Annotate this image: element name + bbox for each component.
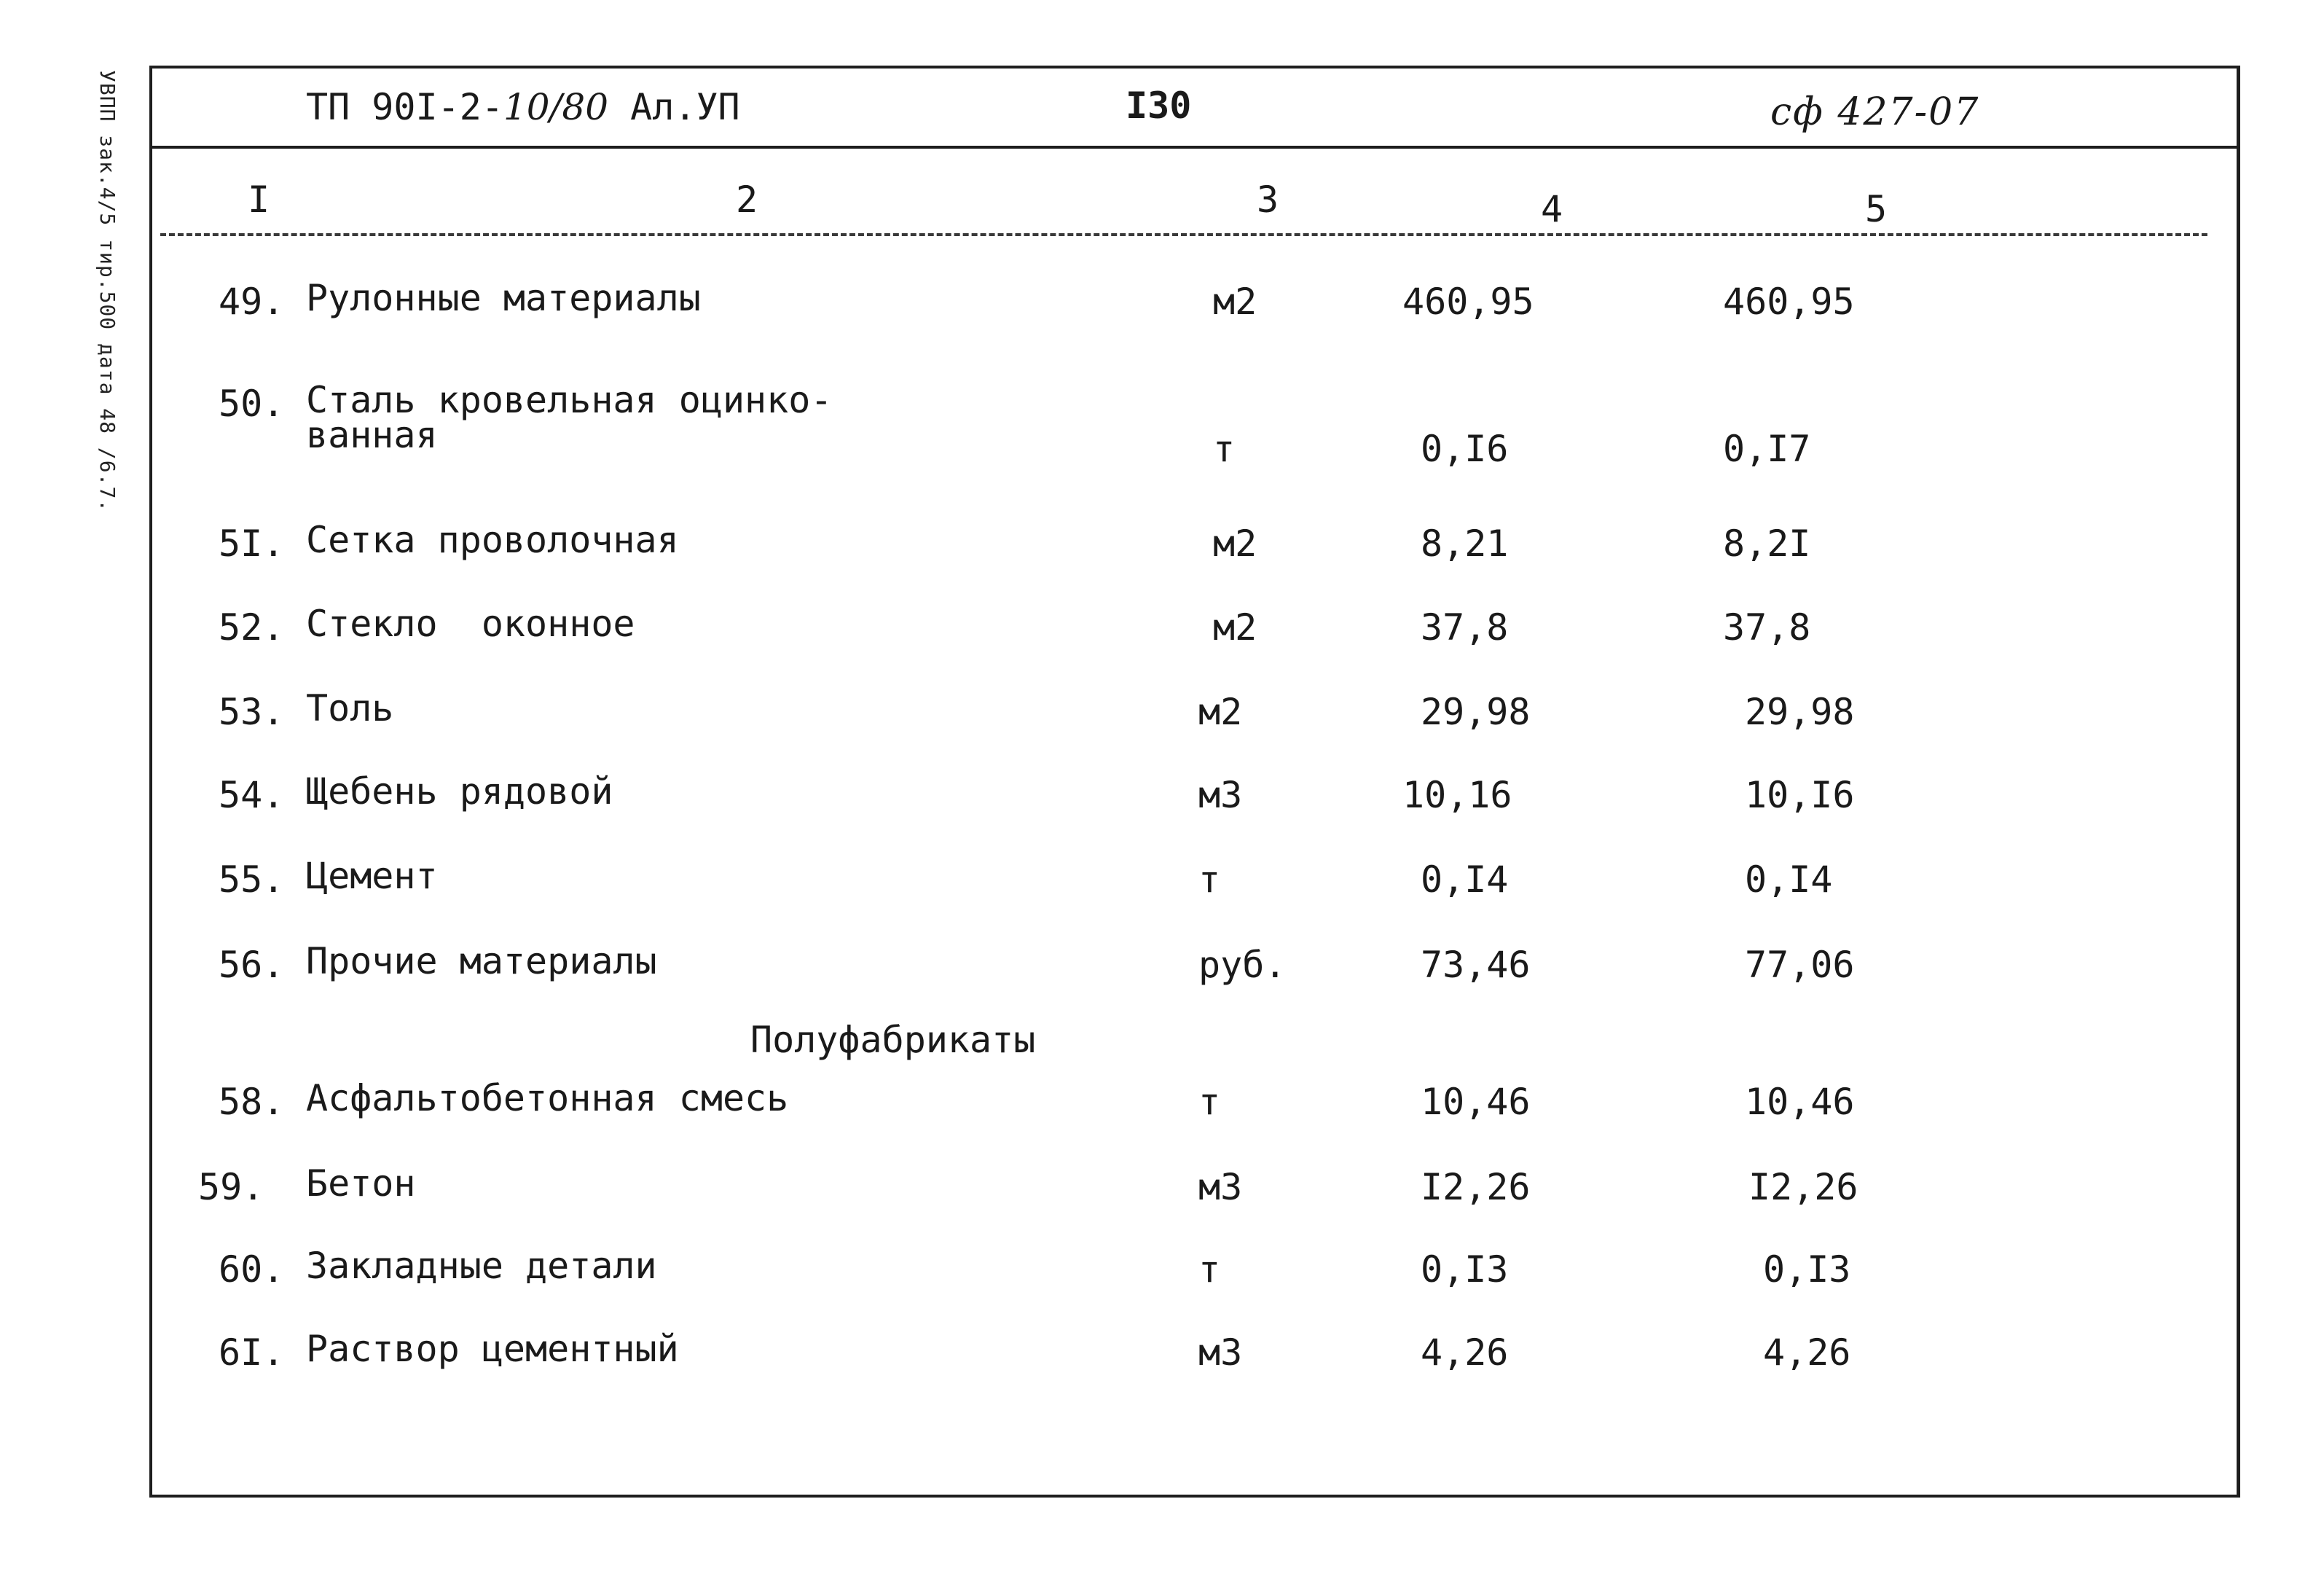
quantity-col4: 0,I4 xyxy=(1421,858,1509,901)
page-number: I30 xyxy=(1126,85,1192,127)
table-row xyxy=(0,1328,2324,1397)
row-number: 50. xyxy=(219,383,285,425)
material-name: Сетка проволочная xyxy=(306,519,679,561)
unit: т xyxy=(1198,1081,1221,1123)
quantity-col4: 10,46 xyxy=(1421,1081,1531,1123)
table-row xyxy=(0,1162,2324,1232)
material-name: Щебень рядовой xyxy=(306,770,613,813)
margin-note: УВПП зак.4/5 тир.500 дата 48 /6.7. xyxy=(95,70,119,513)
quantity-col4: 0,I6 xyxy=(1421,428,1509,470)
material-name: Асфальтобетонная смесь xyxy=(306,1077,789,1119)
column-header-1: I xyxy=(248,179,270,221)
quantity-col5: 10,I6 xyxy=(1745,774,1855,816)
material-name: Сталь кровельная оцинко- ванная xyxy=(306,379,833,456)
material-name: Закладные детали xyxy=(306,1245,657,1287)
table-row xyxy=(0,1245,2324,1314)
column-header-5: 5 xyxy=(1865,188,1888,230)
column-header-divider xyxy=(160,233,2207,236)
document-code-handwritten: 10/80 xyxy=(503,86,609,128)
quantity-col5: 4,26 xyxy=(1763,1331,1851,1374)
row-number: 58. xyxy=(219,1081,285,1123)
table-row xyxy=(0,379,2324,470)
material-name: Бетон xyxy=(306,1162,416,1205)
table-row xyxy=(0,940,2324,1009)
row-number: 60. xyxy=(219,1248,285,1291)
quantity-col5: 8,2I xyxy=(1723,522,1811,565)
document-code-typed: ТП 90I-2- xyxy=(306,86,503,128)
quantity-col4: I2,26 xyxy=(1421,1166,1531,1208)
quantity-col5: 29,98 xyxy=(1745,691,1855,733)
quantity-col4: 4,26 xyxy=(1421,1331,1509,1374)
material-name: Толь xyxy=(306,687,394,729)
row-number: 52. xyxy=(219,606,285,649)
unit: м3 xyxy=(1198,1166,1243,1208)
unit: т xyxy=(1198,858,1221,901)
row-number: 54. xyxy=(219,774,285,816)
header-divider xyxy=(149,146,2240,149)
row-number: 53. xyxy=(219,691,285,733)
quantity-col5: 0,I7 xyxy=(1723,428,1811,470)
column-header-2: 2 xyxy=(736,179,758,221)
unit: м3 xyxy=(1198,774,1243,816)
material-name: Стекло оконное xyxy=(306,603,635,645)
quantity-col5: 77,06 xyxy=(1745,944,1855,986)
quantity-col5: 0,I3 xyxy=(1763,1248,1851,1291)
table-row xyxy=(0,855,2324,924)
row-number: 55. xyxy=(219,858,285,901)
table-row xyxy=(0,1077,2324,1146)
unit: м2 xyxy=(1213,606,1257,649)
quantity-col4: 29,98 xyxy=(1421,691,1531,733)
material-name: Рулонные материалы xyxy=(306,277,701,319)
table-row xyxy=(0,519,2324,588)
quantity-col5: 0,I4 xyxy=(1745,858,1833,901)
row-number: 59. xyxy=(198,1166,264,1208)
table-row xyxy=(0,603,2324,672)
table-row xyxy=(0,770,2324,839)
column-header-3: 3 xyxy=(1257,179,1279,221)
row-number: 49. xyxy=(219,281,285,323)
row-number: 6I. xyxy=(219,1331,285,1374)
unit: м2 xyxy=(1213,522,1257,565)
quantity-col4: 460,95 xyxy=(1402,281,1534,323)
material-name: Раствор цементный xyxy=(306,1328,679,1370)
column-header-4: 4 xyxy=(1541,188,1563,230)
quantity-col5: 37,8 xyxy=(1723,606,1811,649)
quantity-col4: 73,46 xyxy=(1421,944,1531,986)
document-code xyxy=(306,86,740,128)
sheet-code: сф 427-07 xyxy=(1770,90,1980,134)
unit: руб. xyxy=(1198,944,1287,986)
unit: т xyxy=(1213,428,1236,470)
material-name: Цемент xyxy=(306,855,438,897)
row-number: 5I. xyxy=(219,522,285,565)
quantity-col5: 10,46 xyxy=(1745,1081,1855,1123)
unit: м3 xyxy=(1198,1331,1243,1374)
quantity-col4: 0,I3 xyxy=(1421,1248,1509,1291)
document-code-suffix: Ал.УП xyxy=(608,86,740,128)
quantity-col4: 10,16 xyxy=(1402,774,1512,816)
unit: т xyxy=(1198,1248,1221,1291)
section-title: Полуфабрикаты xyxy=(750,1019,1036,1061)
unit: м2 xyxy=(1198,691,1243,733)
row-number: 56. xyxy=(219,944,285,986)
quantity-col4: 37,8 xyxy=(1421,606,1509,649)
table-row xyxy=(0,277,2324,346)
material-name: Прочие материалы xyxy=(306,940,657,982)
quantity-col5: 460,95 xyxy=(1723,281,1855,323)
table-row xyxy=(0,687,2324,756)
quantity-col4: 8,21 xyxy=(1421,522,1509,565)
unit: м2 xyxy=(1213,281,1257,323)
quantity-col5: I2,26 xyxy=(1748,1166,1858,1208)
